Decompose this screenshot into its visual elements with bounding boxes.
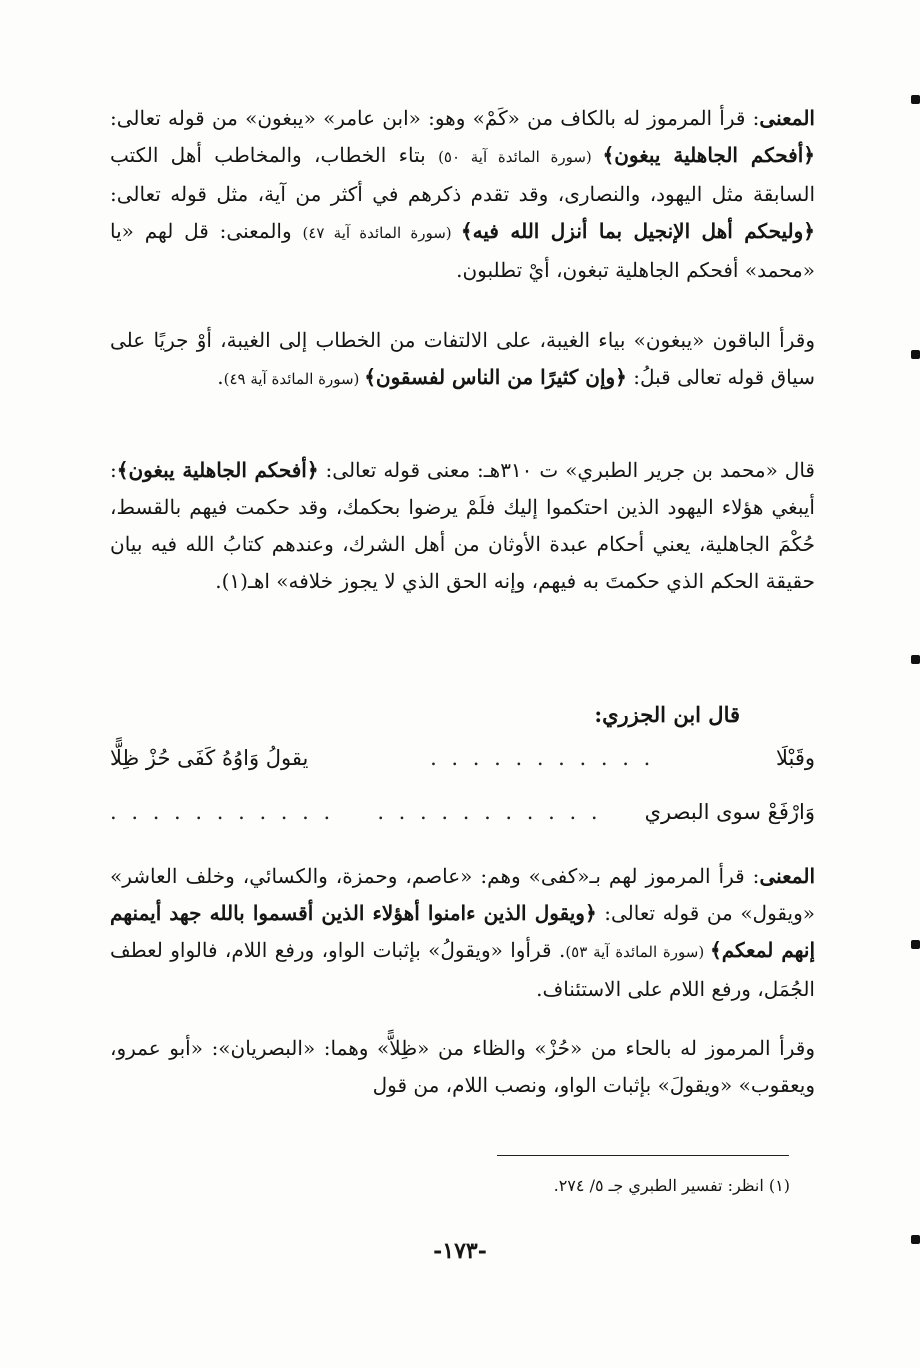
- verse-line-1-dots: . . . . . . . . . . .: [430, 746, 655, 770]
- text-segment: قال «محمد بن جرير الطبري» ت ٣١٠هـ: معنى قوله تعالى:: [318, 458, 815, 482]
- text-segment: وقرأ المرموز له بالحاء من «حُزْ» والظاء من «ظِلاًّ» وهما: «البصريان»: «أبو عمرو، ويعقوب» «ويقولَ» بإثبات الواو، ونصب اللام، من قول: [110, 1036, 815, 1097]
- text-segment: .: [217, 365, 224, 389]
- bold-segment: المعنى: [759, 106, 815, 130]
- text-segment: والمعنى: قل لهم «يا «محمد» أفحكم الجاهلية تبغون، أيْ تطلبون.: [110, 219, 815, 282]
- citation-segment: (سورة المائدة آية ٤٧): [302, 224, 461, 242]
- text-segment: بتاء الخطاب، والمخاطب أهل الكتب السابقة مثل اليهود، والنصارى، وقد تقدم ذكرهم في أكثر من آية، مثل قوله تعالى:: [110, 143, 815, 206]
- paragraph-1: [110, 100, 815, 289]
- text-segment: : أيبغي هؤلاء اليهود الذين احتكموا إليك فلَمْ يرضوا بحكمك، وقد حكمت فيهم بالقسط، حُكْمَ الجاهلية، يعني أحكام عبدة الأوثان من أهل الشرك، وعندهم كتابُ الله فيه بيان حقيقة الحكم الذي حكمتَ به فيهم، وإنه الحق الذي لا يجوز خلافه» اهـ(١).: [110, 458, 815, 593]
- bold-segment: ﴿ويقول الذين ءامنوا أهؤلاء الذين أقسموا بالله جهد أيمنهم إنهم لمعكم﴾: [110, 901, 815, 962]
- footnote: (١) انظر: تفسير الطبري جـ ٥/ ٢٧٤.: [553, 1176, 790, 1195]
- bold-segment: ﴿أفحكم الجاهلية يبغون﴾: [602, 143, 815, 167]
- verse-line-2-dots-end: . . . . . . . . . . .: [110, 800, 335, 824]
- text-segment: . قرأوا «ويقولُ» بإثبات الواو، ورفع اللام، فالواو لعطف الجُمَل، ورفع اللام على الاستئناف.: [110, 938, 815, 1001]
- footnote-divider: [497, 1155, 789, 1156]
- verse-line-1-left: يقولُ وَاوُهُ كَفَى حُزْ ظِلًّا: [110, 746, 309, 770]
- text-segment: : قرأ المرموز له بالكاف من «كَمْ» وهو: «ابن عامر» «يبغون» من قوله تعالى:: [110, 106, 760, 130]
- page-number: -١٧٣-: [433, 1238, 487, 1264]
- edge-mark: [911, 940, 920, 949]
- edge-mark: [911, 655, 920, 664]
- edge-mark: [911, 95, 920, 104]
- verse-line-2: [110, 800, 815, 824]
- verse-line-1: [110, 746, 815, 770]
- text-segment: وقرأ الباقون «يبغون» بياء الغيبة، على الالتفات من الخطاب إلى الغيبة، أوْ جريًا على سياق قوله تعالى قبلُ:: [110, 328, 815, 389]
- bold-segment: ﴿أفحكم الجاهلية يبغون﴾: [116, 458, 319, 482]
- section-heading: قال ابن الجزري:: [594, 702, 740, 727]
- verse-line-2-right: وَارْفَعْ سوى البصري: [644, 800, 815, 824]
- paragraph-4: [110, 858, 815, 1008]
- bold-segment: ﴿وإن كثيرًا من الناس لفسقون﴾: [364, 365, 627, 389]
- paragraph-3: [110, 452, 815, 600]
- paragraph-2: [110, 322, 815, 398]
- verse-line-1-right: وقَبْلَا: [775, 746, 815, 770]
- paragraph-5: [110, 1030, 815, 1104]
- citation-segment: (سورة المائدة آية ٤٩): [223, 370, 365, 388]
- bold-segment: ﴿وليحكم أهل الإنجيل بما أنزل الله فيه﴾: [460, 219, 815, 243]
- edge-mark: [911, 1235, 920, 1244]
- text-segment: : قرأ المرموز لهم بـ«كفى» وهم: «عاصم، وحمزة، والكسائي، وخلف العاشر» «ويقول» من قوله تعالى:: [110, 864, 815, 925]
- citation-segment: (سورة المائدة آية ٥٠): [438, 148, 603, 166]
- edge-mark: [911, 350, 920, 359]
- bold-segment: المعنى: [759, 864, 816, 888]
- verse-line-2-dots: . . . . . . . . . . .: [377, 800, 602, 824]
- citation-segment: (سورة المائدة آية ٥٣): [565, 943, 710, 961]
